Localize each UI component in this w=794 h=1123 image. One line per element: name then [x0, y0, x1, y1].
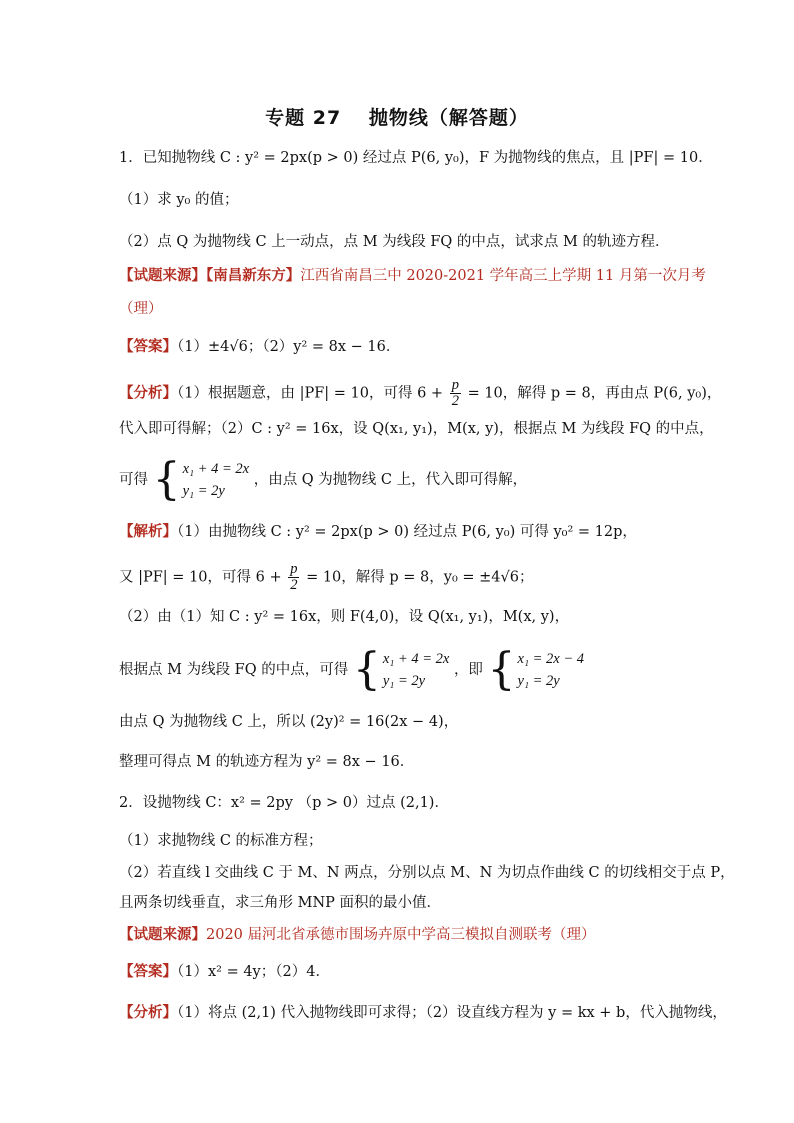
source-tag: 【试题来源】 [119, 926, 206, 943]
q1-solution-line6: 整理可得点 M 的轨迹方程为 y² = 8x − 16． [119, 754, 415, 770]
q1-analysis-line2: 代入即可得解；（2）C : y² = 16x，设 Q(x₁, y₁)，M(x, y)，根据点 M 为线段 FQ 的中点， [119, 421, 714, 437]
q1-stem: 1．已知抛物线 C : y² = 2px(p > 0) 经过点 P(6, y₀)，F 为抛物线的焦点，且 |PF| = 10． [119, 150, 713, 166]
analysis-tag: 【分析】 [119, 1004, 177, 1021]
frac-den: 2 [290, 577, 298, 593]
source-tag: 【试题来源】 [119, 267, 206, 284]
system-brace: { [352, 644, 381, 695]
q1-solution-line5: 由点 Q 为抛物线 C 上，所以 (2y)² = 16(2x − 4)， [119, 714, 459, 730]
q1-source [119, 266, 706, 286]
equation: x₁ + 4 = 2x [382, 651, 450, 667]
frac-num: p [451, 377, 459, 393]
equation: y₁ = 2y [382, 673, 426, 689]
equation: x₁ + 4 = 2x [182, 461, 250, 477]
fraction-p-over-2 [288, 562, 299, 593]
equation-system [383, 648, 449, 692]
fraction-p-over-2 [450, 378, 461, 409]
q1-solution-line1 [119, 522, 694, 542]
q2-source [119, 925, 694, 945]
equation: y₁ = 2y [182, 483, 225, 499]
analysis-text: ，由点 Q 为抛物线 C 上，代入即可得解， [253, 472, 528, 488]
q1-solution-line4 [119, 644, 694, 695]
analysis-tag: 【分析】 [119, 384, 177, 402]
equation-system [183, 458, 249, 502]
solution-text: 又 |PF| = 10，可得 6 + [119, 569, 282, 586]
source-text: 江西省南昌三中 2020-2021 学年高三上学期 11 月第一次月考 [300, 268, 706, 284]
source-tag-2: 【南昌新东方】 [206, 267, 301, 284]
q2-answer [119, 962, 694, 982]
equation: y₁ = 2y [517, 673, 560, 689]
q1-analysis-line1 [119, 377, 722, 409]
q2-part1: （1）求抛物线 C 的标准方程； [119, 833, 323, 849]
frac-den: 2 [451, 393, 459, 409]
answer-tag: 【答案】 [119, 338, 177, 355]
answer-text: （1）±4√6；（2）y² = 8x − 16． [177, 339, 401, 355]
q2-part2-cont: 且两条切线垂直，求三角形 MNP 面积的最小值． [119, 895, 442, 911]
q1-source-cont: （理） [119, 301, 163, 317]
equation-system [518, 648, 584, 692]
q1-analysis-line3 [119, 454, 694, 505]
q1-part1: （1）求 y₀ 的值； [119, 192, 239, 208]
q1-answer [119, 337, 694, 357]
answer-text: （1）x² = 4y；（2）4． [177, 964, 330, 980]
frac-num: p [290, 561, 298, 577]
page-title: 专题 27 抛物线（解答题） [265, 107, 529, 129]
analysis-text: = 10，解得 p = 8，再由点 P(6, y₀)， [467, 385, 722, 402]
q1-solution-line3: （2）由（1）知 C : y² = 16x，则 F(4,0)，设 Q(x₁, y₁)，M(x, y)， [119, 609, 570, 625]
solution-tag: 【解析】 [119, 523, 177, 540]
q2-stem: 2．设抛物线 C：x² = 2py （p > 0）过点 (2,1)． [119, 795, 449, 811]
equation: x₁ = 2x − 4 [517, 651, 585, 667]
analysis-text: （1）将点 (2,1) 代入抛物线即可求得；（2）设直线方程为 y = kx + b，代入抛物线， [177, 1005, 727, 1021]
answer-tag: 【答案】 [119, 963, 177, 980]
system-brace: { [487, 644, 516, 695]
solution-text: （1）由抛物线 C : y² = 2px(p > 0) 经过点 P(6, y₀) 可得 y₀² = 12p， [177, 524, 637, 540]
system-brace: { [152, 454, 181, 505]
solution-text: = 10，解得 p = 8，y₀ = ±4√6； [306, 569, 534, 586]
analysis-text: 可得 [119, 472, 148, 488]
q2-part2: （2）若直线 l 交曲线 C 于 M、N 两点，分别以点 M、N 为切点作曲线 C 的切线相交于点 P， [119, 865, 735, 881]
q2-analysis [119, 1003, 727, 1023]
q1-solution-line2 [119, 562, 694, 593]
q1-part2: （2）点 Q 为抛物线 C 上一动点，点 M 为线段 FQ 的中点，试求点 M 的轨迹方程． [119, 234, 670, 250]
solution-text: ，即 [453, 662, 483, 678]
analysis-text: （1）根据题意，由 |PF| = 10，可得 6 + [177, 385, 444, 402]
solution-text: 根据点 M 为线段 FQ 的中点，可得 [119, 662, 349, 678]
source-text: 2020 届河北省承德市围场卉原中学高三模拟自测联考（理） [206, 927, 596, 943]
